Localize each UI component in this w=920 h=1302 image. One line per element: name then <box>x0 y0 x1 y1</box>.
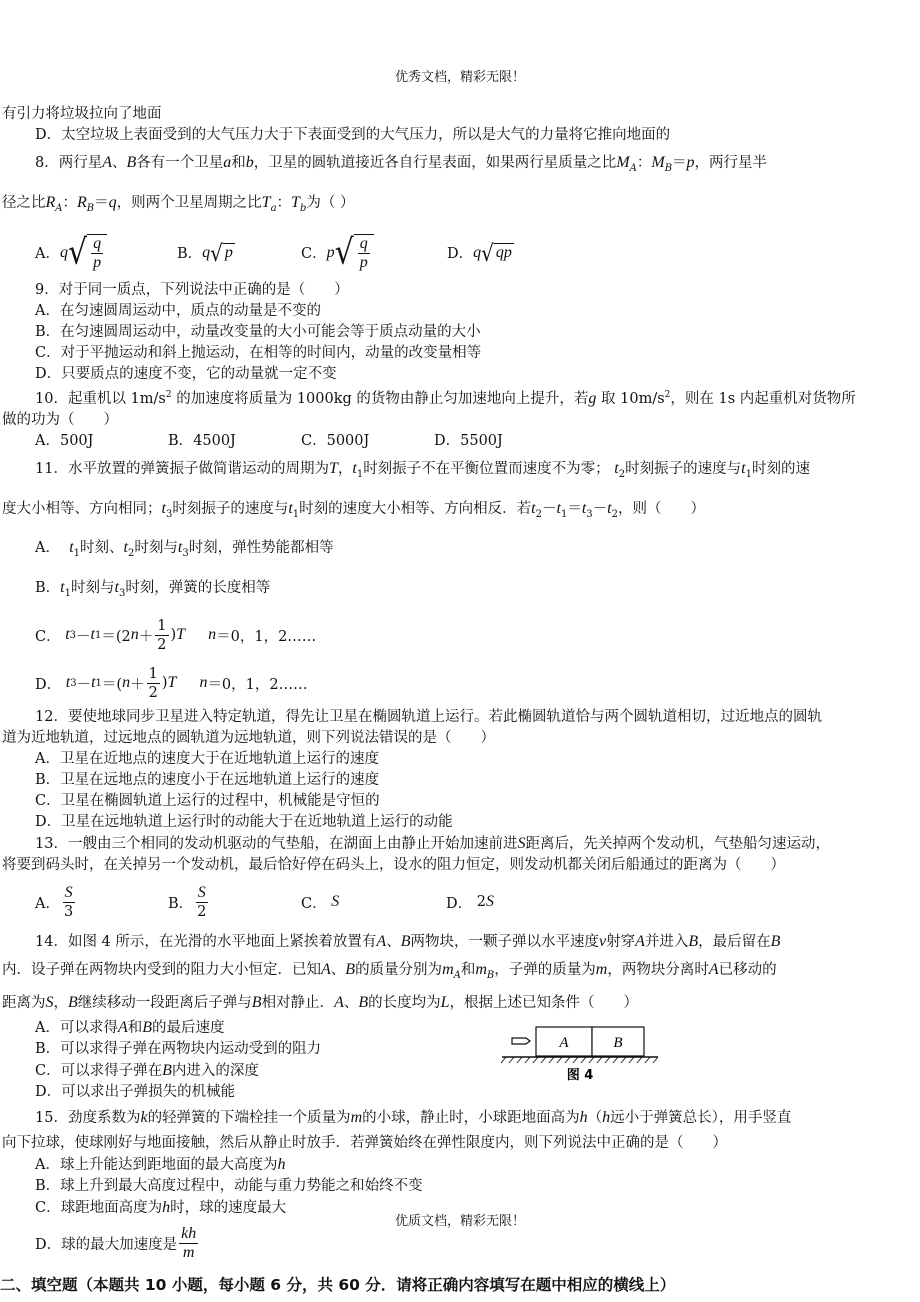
q10-stem-line2: 做的功为（ ） <box>2 411 118 428</box>
q12-option-c: C．卫星在椭圆轨道上运行的过程中，机械能是守恒的 <box>35 793 380 810</box>
q11-option-a: A． $t_1$时刻、$t_2$时刻与$t_3$时刻，弹性势能都相等 <box>35 539 334 560</box>
q9-option-c: C．对于平抛运动和斜上抛运动，在相等的时间内，动量的改变量相等 <box>35 344 482 361</box>
block-a-label: A <box>559 1035 569 1052</box>
q11-stem-line2: 度大小相等、方向相同；$t_3$时刻振子的速度与$t_1$时刻的速度大小相等、方向相反．若$t_2-t_1=t_3-t_2$，则（ ） <box>2 499 705 520</box>
q12-option-b: B．卫星在远地点的速度小于在远地轨道上运行的速度 <box>35 772 380 789</box>
q8-option-b: B． q √ p <box>177 238 233 267</box>
q8-option-c: C． p √ $\frac{q}{p}$ <box>301 234 447 272</box>
q15-stem-line1: 15．劲度系数为k的轻弹簧的下端栓挂一个质量为m的小球，静止时，小球距地面高为h（h远小于弹簧总长），用手竖直 <box>35 1109 792 1127</box>
q9-stem: 9．对于同一质点，下列说法中正确的是（ ） <box>35 281 349 298</box>
q13-stem-line2: 将要到码头时，在关掉另一个发动机，最后恰好停在码头上，设水的阻力恒定，则发动机都关闭后船通过的距离为（ ） <box>2 857 785 874</box>
q14-option-a: A．可以求得A和B的最后速度 <box>35 1019 225 1037</box>
q15-option-a: A．球上升能达到距地面的最大高度为h <box>35 1156 286 1174</box>
q9-option-b: B．在匀速圆周运动中，动量改变量的大小可能会等于质点动量的大小 <box>35 323 481 340</box>
q14-option-c: C．可以求得子弹在B内进入的深度 <box>35 1062 259 1080</box>
q11-stem-line1: 11．水平放置的弹簧振子做简谐运动的周期为T，$t_1$时刻振子不在平衡位置而速度不为零； $t_2$时刻振子的速度与$t_1$时刻的速 <box>35 459 810 480</box>
q15-option-d: D．球的最大加速度是 $\frac{kh}{m}$ <box>35 1224 197 1261</box>
q10-options <box>0 431 906 452</box>
q12-stem-line2: 道为近地轨道，过远地点的圆轨道为远地轨道，则下列说法错误的是（ ） <box>2 730 495 747</box>
q13-option-b: B． $\frac{S}{2}$ <box>168 883 207 920</box>
figure-4-diagram <box>500 1017 660 1097</box>
block-b-label: B <box>613 1035 623 1052</box>
ground-hatching <box>501 1057 658 1063</box>
q8-option-a: A． q √ $\frac{q}{p}$ <box>35 234 177 272</box>
q14-stem-line1: 14．如图 4 所示，在光滑的水平地面上紧挨着放置有A、B两物块，一颗子弹以水平速度v射穿A并进入B，最后留在B <box>35 933 781 951</box>
q8-options <box>0 226 906 280</box>
section-2-heading: 二、填空题（本题共 10 小题，每小题 6 分，共 60 分．请将正确内容填写在题中相应的横线上） <box>0 1276 676 1295</box>
q11-option-d: D． t 3 － t 1 ＝( n ＋ $\frac{1}{2}$ ) T n ＝0，1，2…… <box>35 665 308 701</box>
q13-stem-line1: 13．一艘由三个相同的发动机驱动的气垫船，在湖面上由静止开始加速前进S距离后，先关掉两个发动机，气垫船匀速运动， <box>35 835 830 853</box>
q9-option-a: A．在匀速圆周运动中，质点的动量是不变的 <box>35 302 321 319</box>
q13-option-a: A． $\frac{S}{3}$ <box>35 883 74 920</box>
q15-stem-line2: 向下拉球，使球刚好与地面接触，然后从静止时放手．若弹簧始终在弹性限度内，则下列说法中正确的是（ ） <box>2 1135 727 1152</box>
q14-stem-line2: 内．设子弹在两物块内受到的阻力大小恒定．已知A、B的质量分别为$m_A$和$m_B$，子弹的质量为m，两物块分离时A已移动的 <box>2 961 777 982</box>
q10-option-b: B．4500J <box>168 432 236 449</box>
q14-options-block <box>0 1017 906 1103</box>
q14-option-b: B．可以求得子弹在两物块内运动受到的阻力 <box>35 1041 322 1058</box>
figure-4-caption: 图 4 <box>566 1068 594 1084</box>
q11-option-c: C． t 3 － t 1 ＝(2 n ＋ $\frac{1}{2}$ ) T n ＝0，1，2…… <box>35 617 317 653</box>
q14-stem-line3: 距离为S，B继续移动一段距离后子弹与B相对静止．A、B的长度均为L，根据上述已知条件（ ） <box>2 994 639 1012</box>
q14-option-d: D．可以求出子弹损失的机械能 <box>35 1084 236 1101</box>
q8-stem-line2: 径之比$R_A$：$R_B=q$，则两个卫星周期之比$T_a$：$T_b$为（ ） <box>2 193 355 214</box>
page-header: 优秀文档，精彩无限！ <box>394 70 525 85</box>
q9-option-d: D．只要质点的速度不变，它的动量就一定不变 <box>35 365 337 382</box>
q10-stem-line1: 10．起重机以 $1m/s^2$ 的加速度将质量为 1000kg 的货物由静止匀加速地向上提升，若g 取 $10m/s^2$，则在 1s 内起重机对货物所 <box>35 389 856 407</box>
q15-option-b: B．球上升到最大高度过程中，动能与重力势能之和始终不变 <box>35 1178 423 1195</box>
q7-continuation: 有引力将垃圾拉向了地面 <box>2 106 162 122</box>
q12-option-d: D．卫星在远地轨道上运行时的动能大于在近地轨道上运行的动能 <box>35 814 453 831</box>
q13-options <box>0 876 906 928</box>
bullet <box>512 1038 530 1044</box>
q7-option-d: D．太空垃圾上表面受到的大气压力大于下表面受到的大气压力，所以是大气的力量将它推向地面的 <box>35 127 671 143</box>
q12-stem-line1: 12．要使地球同步卫星进入特定轨道，得先让卫星在椭圆轨道上运行。若此椭圆轨道恰与两个圆轨道相切，过近地点的圆轨 <box>35 709 822 726</box>
q15-option-c: C．球距地面高度为h时，球的速度最大 <box>35 1199 287 1217</box>
q11-option-b: B．$t_1$时刻与$t_3$时刻，弹簧的长度相等 <box>35 579 271 600</box>
q13-option-c: C． S <box>301 893 340 912</box>
q8-option-d: D． q √ q p <box>447 238 512 267</box>
page-footer: 优质文档，精彩无限！ <box>394 1214 525 1229</box>
q8-stem-line1: 8．两行星A、B各有一个卫星a和b，卫星的圆轨道接近各自行星表面，如果两行星质量之比$M_A$：$M_B=p$，两行星半 <box>35 154 768 174</box>
q13-option-d: D． 2 S <box>446 893 494 912</box>
q10-option-d: D．5500J <box>434 432 503 449</box>
q10-option-c: C．5000J <box>301 432 370 449</box>
q12-option-a: A．卫星在近地点的速度大于在近地轨道上运行的速度 <box>35 751 379 768</box>
q10-option-a: A．500J <box>35 432 94 449</box>
page-body <box>0 104 906 1297</box>
